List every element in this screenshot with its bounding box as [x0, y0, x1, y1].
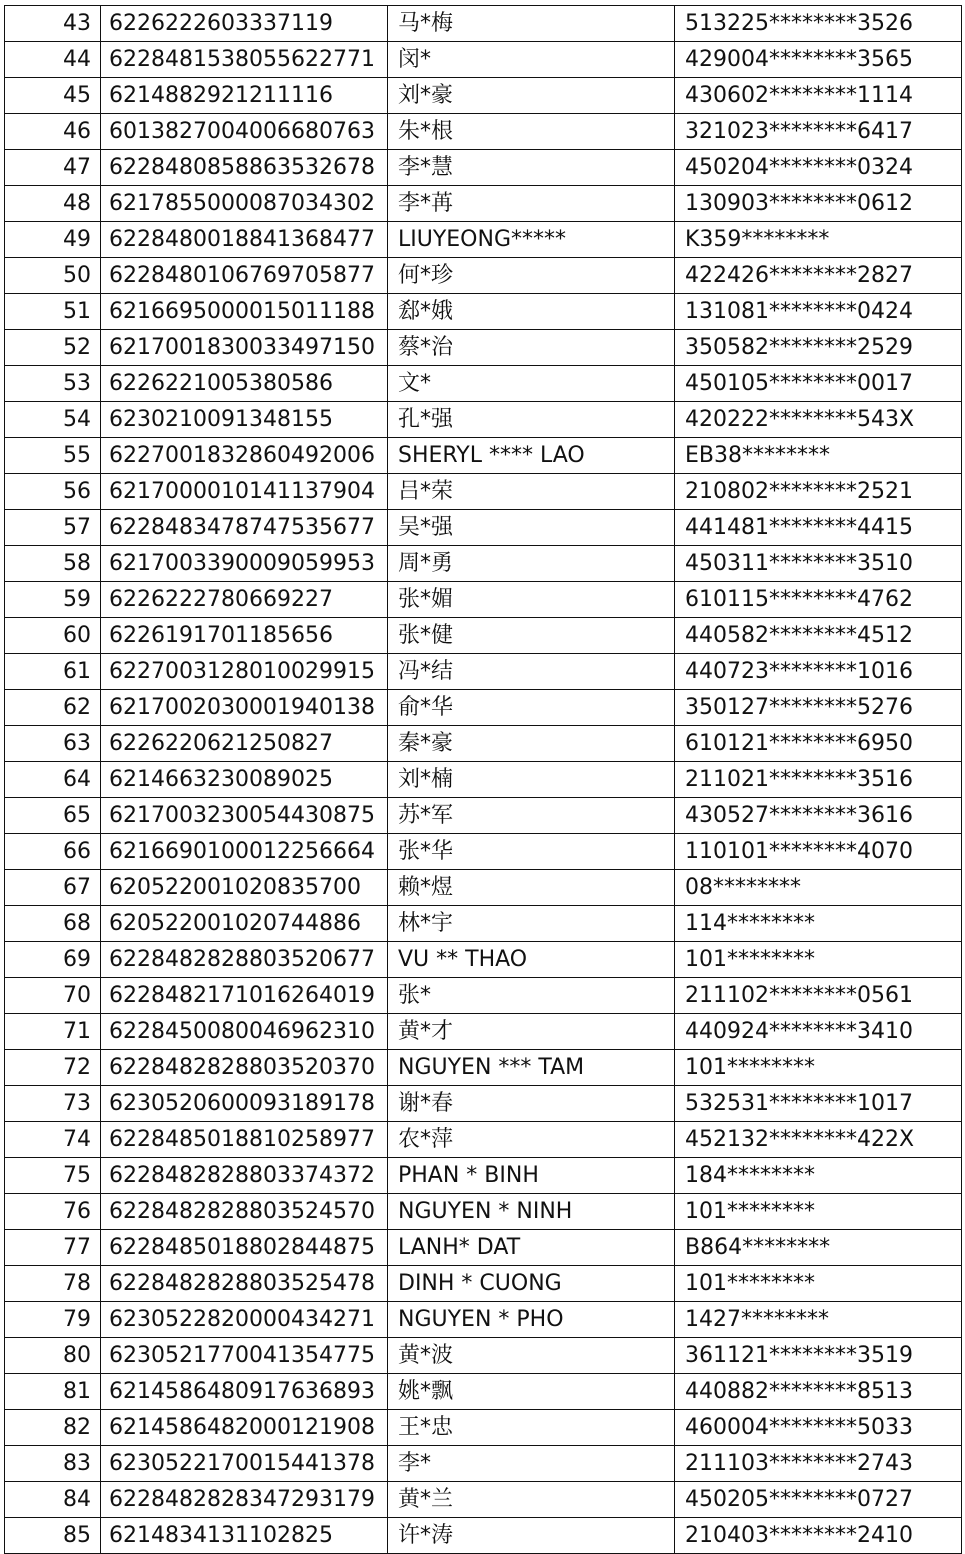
table-row	[5, 1086, 962, 1122]
id-number-cell: 211102********0561	[675, 978, 962, 1014]
id-number-cell: 513225********3526	[675, 6, 962, 42]
id-number-cell: 101********	[675, 1266, 962, 1302]
table-row	[5, 654, 962, 690]
id-number-cell: 361121********3519	[675, 1338, 962, 1374]
table-row	[5, 1374, 962, 1410]
row-number-cell: 63	[5, 726, 101, 762]
card-number-cell: 6226222603337119	[101, 6, 388, 42]
card-number-cell: 6214586480917636893	[101, 1374, 388, 1410]
card-number-cell: 6230210091348155	[101, 402, 388, 438]
row-number-cell: 78	[5, 1266, 101, 1302]
row-number-cell: 61	[5, 654, 101, 690]
row-number-cell: 81	[5, 1374, 101, 1410]
table-row	[5, 1014, 962, 1050]
card-number-cell: 6228483478747535677	[101, 510, 388, 546]
card-number-cell: 6228482171016264019	[101, 978, 388, 1014]
holder-name-cell: 孔*强	[388, 402, 675, 438]
holder-name-cell: LIUYEONG*****	[388, 222, 675, 258]
card-number-cell: 6228482828803520677	[101, 942, 388, 978]
id-number-cell: 101********	[675, 1194, 962, 1230]
row-number-cell: 55	[5, 438, 101, 474]
table-row	[5, 546, 962, 582]
row-number-cell: 64	[5, 762, 101, 798]
id-number-cell: 429004********3565	[675, 42, 962, 78]
id-number-cell: 350127********5276	[675, 690, 962, 726]
id-number-cell: 1427********	[675, 1302, 962, 1338]
table-row	[5, 1050, 962, 1086]
card-number-cell: 6230520600093189178	[101, 1086, 388, 1122]
card-number-cell: 6228480858863532678	[101, 150, 388, 186]
id-number-cell: 08********	[675, 870, 962, 906]
table-row	[5, 1482, 962, 1518]
table-row	[5, 258, 962, 294]
id-number-cell: 101********	[675, 1050, 962, 1086]
table-row	[5, 114, 962, 150]
holder-name-cell: 张*健	[388, 618, 675, 654]
id-number-cell: 211103********2743	[675, 1446, 962, 1482]
table-row	[5, 1194, 962, 1230]
document-page	[4, 5, 961, 1554]
row-number-cell: 46	[5, 114, 101, 150]
holder-name-cell: 冯*结	[388, 654, 675, 690]
row-number-cell: 77	[5, 1230, 101, 1266]
id-number-cell: 450205********0727	[675, 1482, 962, 1518]
holder-name-cell: 周*勇	[388, 546, 675, 582]
id-number-cell: 440924********3410	[675, 1014, 962, 1050]
table-row	[5, 798, 962, 834]
row-number-cell: 53	[5, 366, 101, 402]
holder-name-cell: 张*媚	[388, 582, 675, 618]
card-number-cell: 6228482828803520370	[101, 1050, 388, 1086]
id-number-cell: 440723********1016	[675, 654, 962, 690]
holder-name-cell: 闵*	[388, 42, 675, 78]
table-row	[5, 42, 962, 78]
card-number-cell: 6228450080046962310	[101, 1014, 388, 1050]
card-number-cell: 6226221005380586	[101, 366, 388, 402]
table-row	[5, 1158, 962, 1194]
card-number-cell: 6227001832860492006	[101, 438, 388, 474]
table-row	[5, 1518, 962, 1554]
row-number-cell: 76	[5, 1194, 101, 1230]
table-row	[5, 438, 962, 474]
holder-name-cell: 朱*根	[388, 114, 675, 150]
row-number-cell: 58	[5, 546, 101, 582]
holder-name-cell: 李*苒	[388, 186, 675, 222]
holder-name-cell: 马*梅	[388, 6, 675, 42]
holder-name-cell: 吴*强	[388, 510, 675, 546]
row-number-cell: 65	[5, 798, 101, 834]
card-number-cell: 6214882921211116	[101, 78, 388, 114]
card-number-cell: 6217855000087034302	[101, 186, 388, 222]
table-row	[5, 870, 962, 906]
table-row	[5, 1410, 962, 1446]
holder-name-cell: 李*慧	[388, 150, 675, 186]
row-number-cell: 70	[5, 978, 101, 1014]
row-number-cell: 75	[5, 1158, 101, 1194]
card-number-cell: 6228482828347293179	[101, 1482, 388, 1518]
id-number-cell: K359********	[675, 222, 962, 258]
holder-name-cell: 许*涛	[388, 1518, 675, 1554]
holder-name-cell: PHAN * BINH	[388, 1158, 675, 1194]
card-number-cell: 6228480018841368477	[101, 222, 388, 258]
id-number-cell: 350582********2529	[675, 330, 962, 366]
id-number-cell: 450204********0324	[675, 150, 962, 186]
id-number-cell: 440882********8513	[675, 1374, 962, 1410]
card-number-cell: 6217000010141137904	[101, 474, 388, 510]
holder-name-cell: 秦*豪	[388, 726, 675, 762]
row-number-cell: 62	[5, 690, 101, 726]
card-number-cell: 6230522170015441378	[101, 1446, 388, 1482]
row-number-cell: 54	[5, 402, 101, 438]
id-number-cell: 441481********4415	[675, 510, 962, 546]
table-row	[5, 294, 962, 330]
row-number-cell: 59	[5, 582, 101, 618]
id-number-cell: 131081********0424	[675, 294, 962, 330]
card-number-cell: 6228485018810258977	[101, 1122, 388, 1158]
card-number-cell: 6217003390009059953	[101, 546, 388, 582]
id-number-cell: 450105********0017	[675, 366, 962, 402]
id-number-cell: 210403********2410	[675, 1518, 962, 1554]
row-number-cell: 80	[5, 1338, 101, 1374]
holder-name-cell: VU ** THAO	[388, 942, 675, 978]
table-row	[5, 402, 962, 438]
card-number-cell: 6230522820000434271	[101, 1302, 388, 1338]
holder-name-cell: NGUYEN * PHO	[388, 1302, 675, 1338]
holder-name-cell: 刘*楠	[388, 762, 675, 798]
row-number-cell: 43	[5, 6, 101, 42]
id-number-cell: 452132********422X	[675, 1122, 962, 1158]
row-number-cell: 44	[5, 42, 101, 78]
holder-name-cell: 张*	[388, 978, 675, 1014]
id-number-cell: 430527********3616	[675, 798, 962, 834]
card-number-cell: 6228485018802844875	[101, 1230, 388, 1266]
table-row	[5, 726, 962, 762]
holder-name-cell: 李*	[388, 1446, 675, 1482]
table-row	[5, 150, 962, 186]
holder-name-cell: DINH * CUONG	[388, 1266, 675, 1302]
card-number-cell: 6217002030001940138	[101, 690, 388, 726]
id-number-cell: 184********	[675, 1158, 962, 1194]
id-number-cell: 440582********4512	[675, 618, 962, 654]
row-number-cell: 47	[5, 150, 101, 186]
row-number-cell: 83	[5, 1446, 101, 1482]
row-number-cell: 50	[5, 258, 101, 294]
row-number-cell: 74	[5, 1122, 101, 1158]
table-row	[5, 1266, 962, 1302]
holder-name-cell: 黄*波	[388, 1338, 675, 1374]
card-number-cell: 6214834131102825	[101, 1518, 388, 1554]
card-number-cell: 6013827004006680763	[101, 114, 388, 150]
row-number-cell: 56	[5, 474, 101, 510]
id-number-cell: 422426********2827	[675, 258, 962, 294]
id-number-cell: 321023********6417	[675, 114, 962, 150]
holder-name-cell: 刘*豪	[388, 78, 675, 114]
table-row	[5, 1230, 962, 1266]
table-row	[5, 366, 962, 402]
table-row	[5, 582, 962, 618]
row-number-cell: 45	[5, 78, 101, 114]
table-row	[5, 222, 962, 258]
card-number-cell: 6228482828803524570	[101, 1194, 388, 1230]
account-table-body	[5, 6, 962, 1554]
holder-name-cell: 王*忠	[388, 1410, 675, 1446]
table-row	[5, 1302, 962, 1338]
id-number-cell: 211021********3516	[675, 762, 962, 798]
table-row	[5, 1446, 962, 1482]
id-number-cell: 420222********543X	[675, 402, 962, 438]
id-number-cell: 610121********6950	[675, 726, 962, 762]
card-number-cell: 6228482828803374372	[101, 1158, 388, 1194]
table-row	[5, 942, 962, 978]
holder-name-cell: 张*华	[388, 834, 675, 870]
row-number-cell: 79	[5, 1302, 101, 1338]
card-number-cell: 6227003128010029915	[101, 654, 388, 690]
table-row	[5, 6, 962, 42]
table-row	[5, 978, 962, 1014]
row-number-cell: 72	[5, 1050, 101, 1086]
id-number-cell: 130903********0612	[675, 186, 962, 222]
id-number-cell: EB38********	[675, 438, 962, 474]
id-number-cell: 460004********5033	[675, 1410, 962, 1446]
row-number-cell: 69	[5, 942, 101, 978]
holder-name-cell: 吕*荣	[388, 474, 675, 510]
id-number-cell: B864********	[675, 1230, 962, 1266]
table-row	[5, 762, 962, 798]
holder-name-cell: 郄*娥	[388, 294, 675, 330]
table-row	[5, 834, 962, 870]
row-number-cell: 73	[5, 1086, 101, 1122]
id-number-cell: 110101********4070	[675, 834, 962, 870]
table-row	[5, 1122, 962, 1158]
card-number-cell: 620522001020744886	[101, 906, 388, 942]
table-row	[5, 1338, 962, 1374]
table-row	[5, 78, 962, 114]
holder-name-cell: 黄*兰	[388, 1482, 675, 1518]
row-number-cell: 57	[5, 510, 101, 546]
card-number-cell: 6228482828803525478	[101, 1266, 388, 1302]
id-number-cell: 430602********1114	[675, 78, 962, 114]
card-number-cell: 6228480106769705877	[101, 258, 388, 294]
card-number-cell: 6228481538055622771	[101, 42, 388, 78]
holder-name-cell: LANH* DAT	[388, 1230, 675, 1266]
card-number-cell: 6217003230054430875	[101, 798, 388, 834]
id-number-cell: 450311********3510	[675, 546, 962, 582]
row-number-cell: 51	[5, 294, 101, 330]
table-row	[5, 618, 962, 654]
holder-name-cell: 蔡*治	[388, 330, 675, 366]
holder-name-cell: 谢*春	[388, 1086, 675, 1122]
card-number-cell: 6214586482000121908	[101, 1410, 388, 1446]
row-number-cell: 60	[5, 618, 101, 654]
table-row	[5, 186, 962, 222]
holder-name-cell: 俞*华	[388, 690, 675, 726]
card-number-cell: 6230521770041354775	[101, 1338, 388, 1374]
table-row	[5, 906, 962, 942]
row-number-cell: 68	[5, 906, 101, 942]
holder-name-cell: NGUYEN *** TAM	[388, 1050, 675, 1086]
card-number-cell: 620522001020835700	[101, 870, 388, 906]
holder-name-cell: 赖*煜	[388, 870, 675, 906]
row-number-cell: 67	[5, 870, 101, 906]
table-row	[5, 690, 962, 726]
row-number-cell: 85	[5, 1518, 101, 1554]
id-number-cell: 610115********4762	[675, 582, 962, 618]
holder-name-cell: 黄*才	[388, 1014, 675, 1050]
holder-name-cell: 林*宇	[388, 906, 675, 942]
id-number-cell: 532531********1017	[675, 1086, 962, 1122]
card-number-cell: 6226220621250827	[101, 726, 388, 762]
holder-name-cell: 姚*飘	[388, 1374, 675, 1410]
row-number-cell: 66	[5, 834, 101, 870]
holder-name-cell: 农*萍	[388, 1122, 675, 1158]
id-number-cell: 210802********2521	[675, 474, 962, 510]
holder-name-cell: SHERYL **** LAO	[388, 438, 675, 474]
row-number-cell: 71	[5, 1014, 101, 1050]
table-row	[5, 330, 962, 366]
holder-name-cell: 文*	[388, 366, 675, 402]
holder-name-cell: NGUYEN * NINH	[388, 1194, 675, 1230]
table-row	[5, 474, 962, 510]
card-number-cell: 6226222780669227	[101, 582, 388, 618]
row-number-cell: 49	[5, 222, 101, 258]
card-number-cell: 6217001830033497150	[101, 330, 388, 366]
row-number-cell: 52	[5, 330, 101, 366]
id-number-cell: 114********	[675, 906, 962, 942]
holder-name-cell: 苏*军	[388, 798, 675, 834]
row-number-cell: 82	[5, 1410, 101, 1446]
holder-name-cell: 何*珍	[388, 258, 675, 294]
card-number-cell: 6216690100012256664	[101, 834, 388, 870]
id-number-cell: 101********	[675, 942, 962, 978]
row-number-cell: 48	[5, 186, 101, 222]
card-number-cell: 6226191701185656	[101, 618, 388, 654]
row-number-cell: 84	[5, 1482, 101, 1518]
card-number-cell: 6216695000015011188	[101, 294, 388, 330]
card-number-cell: 6214663230089025	[101, 762, 388, 798]
table-row	[5, 510, 962, 546]
account-table	[4, 5, 962, 1554]
